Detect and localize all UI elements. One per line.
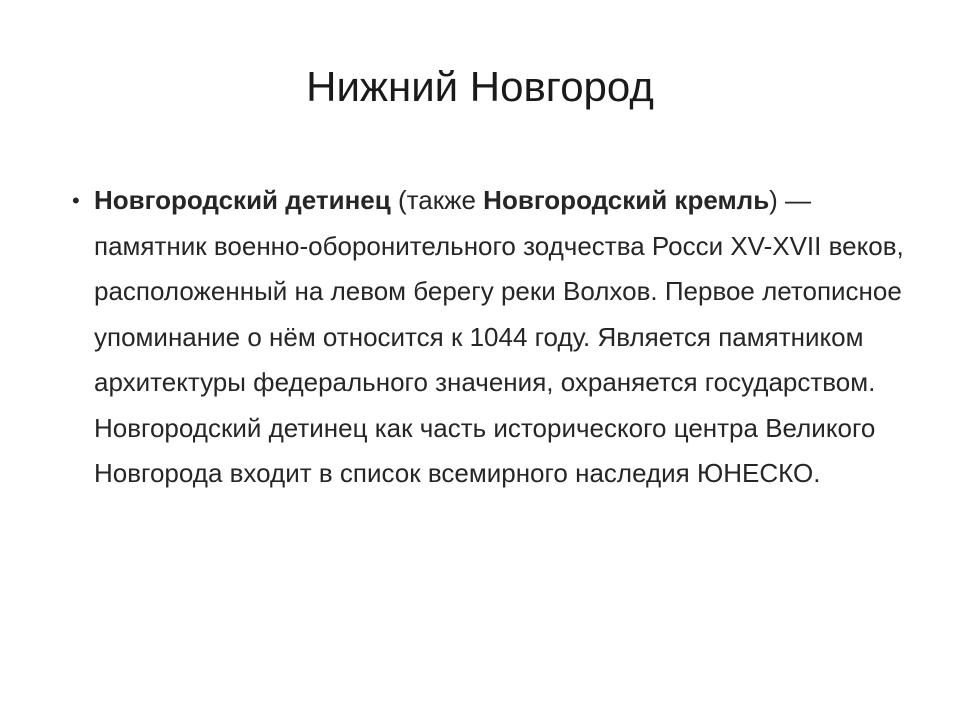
bullet-text xyxy=(94,185,904,488)
slide-title: Нижний Новгород xyxy=(306,63,654,110)
bullet-text-segment-2: ) — памятник военно-оборонительного зодчества Росси XV-XVII веков, расположенный на левом берегу реки Волхов. Первое летописное упоминание о нём относится к 1044 году. Является памятником архитектуры федерального значения, охраняется государством. Новгородский детинец как часть исторического центра Великого Новгорода входит в список всемирного наследия ЮНЕСКО. xyxy=(94,185,904,488)
bold-term-kremlin: Новгородский кремль xyxy=(483,185,770,215)
bullet-icon: • xyxy=(72,188,80,213)
bold-term-detinets: Новгородский детинец xyxy=(94,185,391,215)
bullet-text-segment-1: (также xyxy=(390,185,484,215)
slide-body xyxy=(72,178,912,497)
bullet-item xyxy=(72,178,912,497)
